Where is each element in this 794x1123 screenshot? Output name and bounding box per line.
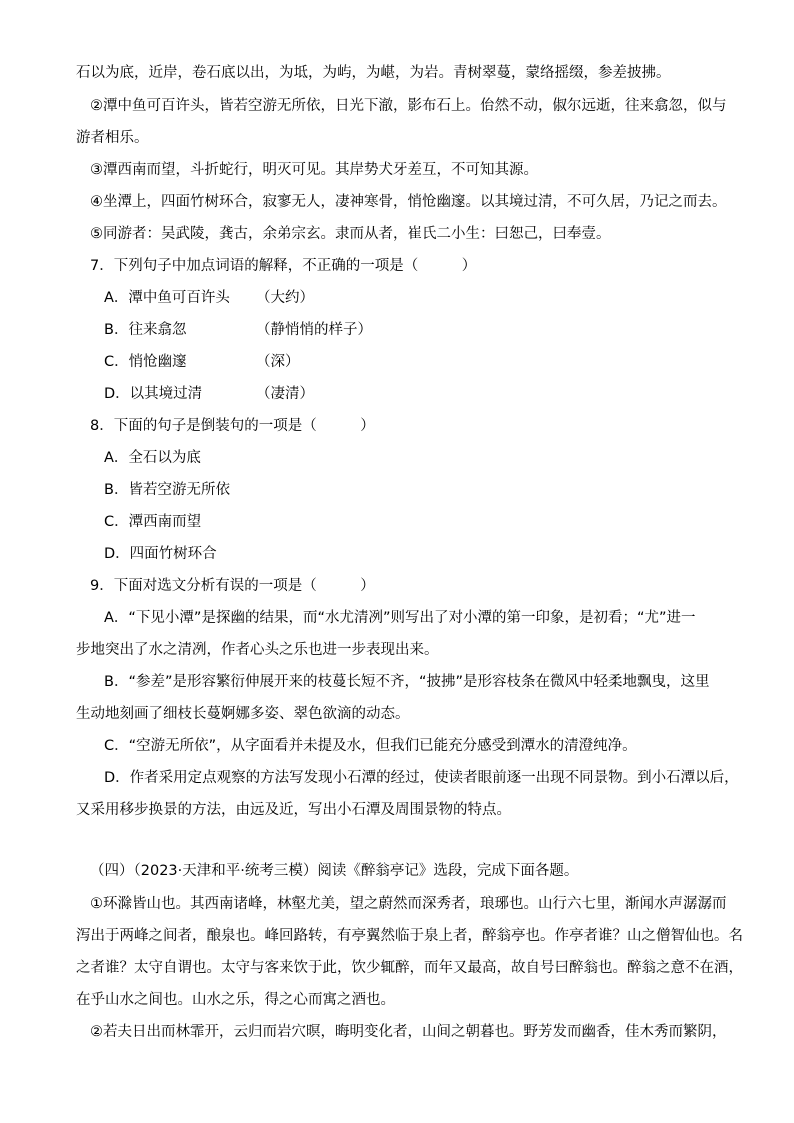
question-9-option-d: D．作者采用定点观察的方法写发现小石潭的经过，使读者眼前逐一出现不同景物。到小石潭以后， (104, 770, 739, 786)
option-gloss: （深） (256, 354, 300, 370)
passage-paragraph-2-cont: 游者相乐。 (76, 130, 149, 146)
question-9-option-a-cont: 步地突出了水之清冽，作者心头之乐也进一步表现出来。 (76, 642, 439, 658)
option-gloss: （凄清） (256, 386, 314, 402)
question-8-stem: 8．下面的句子是倒装句的一项是（ ） (90, 418, 375, 434)
question-8-option-b: B．皆若空游无所依 (104, 482, 230, 498)
section-4-paragraph-1: ①环滁皆山也。其西南诸峰，林壑尤美，望之蔚然而深秀者，琅琊也。山行六七里，渐闻水声潺潺而 (90, 896, 727, 912)
question-7-option-c (104, 352, 300, 372)
question-9-option-d-cont: 又采用移步换景的方法，由远及近，写出小石潭及周围景物的特点。 (76, 802, 511, 818)
passage-paragraph-3: ③潭西南而望，斗折蛇行，明灭可见。其岸势犬牙差互，不可知其源。 (90, 162, 538, 178)
option-gloss: （静悄悄的样子） (256, 322, 372, 338)
option-text: B．往来翕忽 (104, 322, 187, 338)
question-9-option-a: A．“下见小潭”是探幽的结果，而“水尤清冽”则写出了对小潭的第一印象，是初看；“尤”进一 (104, 610, 696, 626)
option-gloss: （大约） (256, 290, 314, 306)
question-9-option-b-cont: 生动地刻画了细枝长蔓婀娜多姿、翠色欲滴的动态。 (76, 706, 410, 722)
section-4-paragraph-2: ②若夫日出而林霏开，云归而岩穴暝，晦明变化者，山间之朝暮也。野芳发而幽香，佳木秀而繁阴， (90, 1024, 727, 1040)
option-text: D．以其境过清 (104, 386, 203, 402)
question-8-option-c: C．潭西南而望 (104, 514, 202, 530)
passage-paragraph-2: ②潭中鱼可百许头，皆若空游无所依，日光下澈，影布石上。佁然不动，俶尔远逝，往来翕忽，似与 (90, 98, 727, 114)
section-4-paragraph-1-cont: 之者谁？太守自谓也。太守与客来饮于此，饮少辄醉，而年又最高，故自号曰醉翁也。醉翁之意不在酒， (76, 960, 743, 976)
option-text: C．悄怆幽邃 (104, 354, 187, 370)
question-7-option-b (104, 320, 372, 340)
question-9-stem: 9．下面对选文分析有误的一项是（ ） (90, 578, 375, 594)
section-4-heading: （四）（2023·天津和平·统考三模）阅读《醉翁亭记》选段，完成下面各题。 (90, 863, 579, 879)
question-7-option-d (104, 384, 314, 404)
passage-paragraph-5: ⑤同游者：吴武陵，龚古，余弟宗玄。隶而从者，崔氏二小生：曰恕己，曰奉壹。 (90, 226, 611, 242)
question-9-option-c: C．“空游无所依”，从字面看并未提及水，但我们已能充分感受到潭水的清澄纯净。 (104, 738, 637, 754)
question-8-option-d: D．四面竹树环合 (104, 546, 217, 562)
question-7-stem: 7．下列句子中加点词语的解释，不正确的一项是（ ） (90, 258, 477, 274)
option-text: A．潭中鱼可百许头 (104, 290, 230, 306)
question-7-option-a (104, 288, 314, 308)
question-8-option-a: A．全石以为底 (104, 450, 201, 466)
section-4-paragraph-1-cont: 泻出于两峰之间者，酿泉也。峰回路转，有亭翼然临于泉上者，醉翁亭也。作亭者谁？山之僧智仙也。名 (76, 928, 743, 944)
section-4-paragraph-1-cont: 在乎山水之间也。山水之乐，得之心而寓之酒也。 (76, 992, 395, 1008)
passage-paragraph-4: ④坐潭上，四面竹树环合，寂寥无人，凄神寒骨，悄怆幽邃。以其境过清，不可久居，乃记之而去。 (90, 194, 727, 210)
question-9-option-b: B．“参差”是形容繁衍伸展开来的枝蔓长短不齐，“披拂”是形容枝条在微风中轻柔地飘曳，这里 (104, 674, 710, 690)
passage-line: 石以为底，近岸，卷石底以出，为坻，为屿，为嵁，为岩。青树翠蔓，蒙络摇缀，参差披拂。 (76, 65, 671, 81)
